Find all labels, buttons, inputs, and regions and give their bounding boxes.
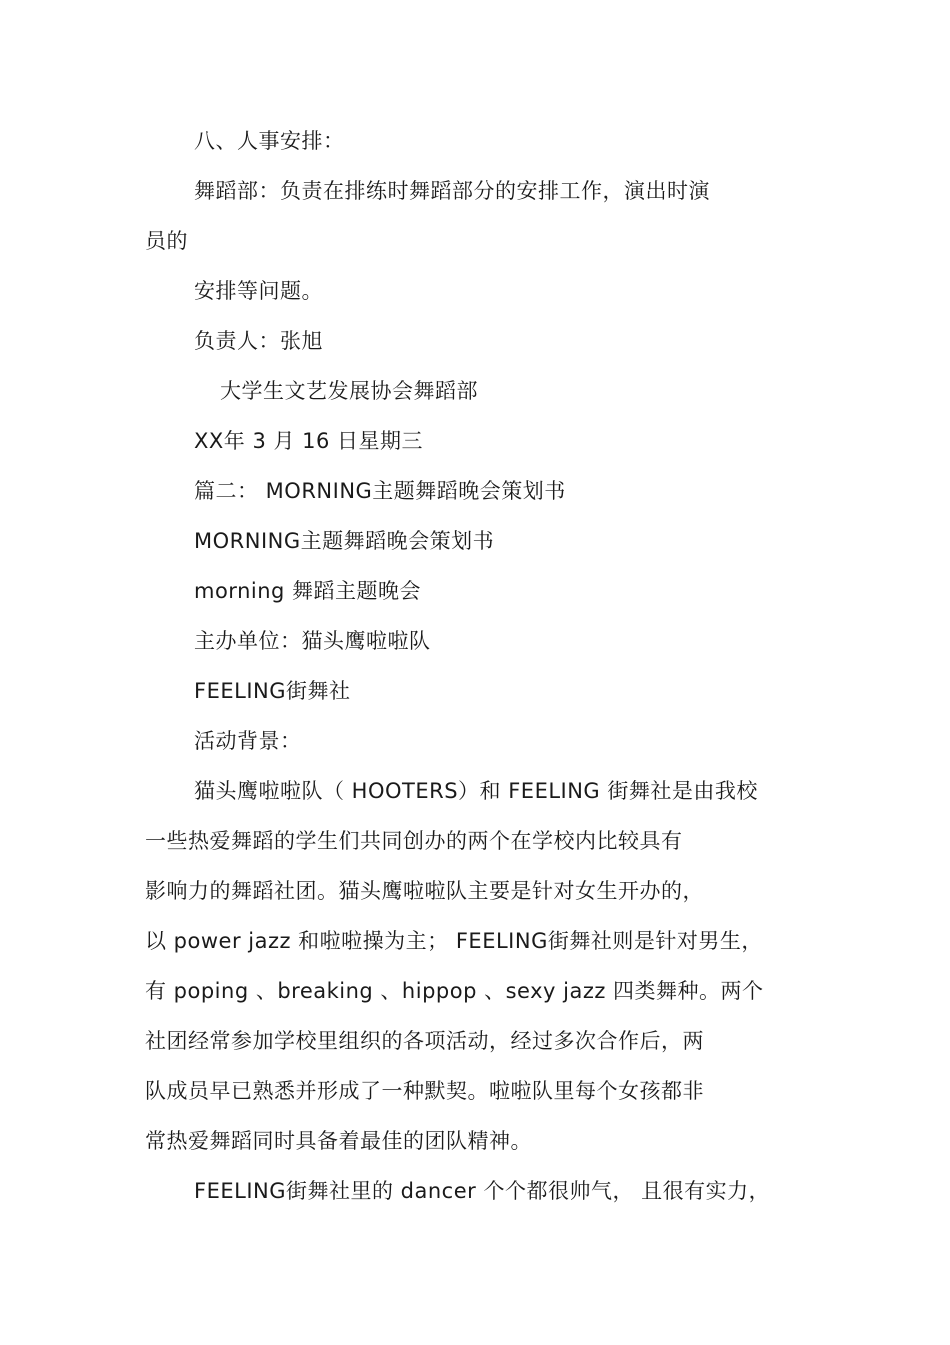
section-heading-background: 活动背景： [194, 729, 302, 753]
paragraph-line: 以 power jazz 和啦啦操为主； FEELING街舞社则是针对男生， [145, 929, 763, 953]
paragraph-line: 常热爱舞蹈同时具备着最佳的团队精神。 [145, 1129, 532, 1153]
organizer-line: FEELING街舞社 [194, 679, 351, 703]
paragraph-line: 社团经常参加学校里组织的各项活动，经过多次合作后，两 [145, 1029, 704, 1053]
document-title: MORNING主题舞蹈晚会策划书 [194, 529, 495, 553]
paragraph-line: 影响力的舞蹈社团。猫头鹰啦啦队主要是针对女生开办的， [145, 879, 704, 903]
paragraph-line: FEELING街舞社里的 dancer 个个都很帅气， 且很有实力， [194, 1179, 771, 1203]
paragraph-line: 员的 [145, 229, 188, 253]
organization-signature: 大学生文艺发展协会舞蹈部 [220, 379, 478, 403]
event-name: morning 舞蹈主题晚会 [194, 579, 422, 603]
organizer-line: 主办单位：猫头鹰啦啦队 [194, 629, 431, 653]
paragraph-line: 猫头鹰啦啦队（ HOOTERS）和 FEELING 街舞社是由我校 [194, 779, 758, 803]
paragraph-line: 安排等问题。 [194, 279, 323, 303]
paragraph-line: 舞蹈部：负责在排练时舞蹈部分的安排工作，演出时演 [194, 179, 710, 203]
document-date: XX年 3 月 16 日星期三 [194, 429, 424, 453]
chapter-heading: 篇二： MORNING主题舞蹈晚会策划书 [194, 479, 566, 503]
paragraph-line: 队成员早已熟悉并形成了一种默契。啦啦队里每个女孩都非 [145, 1079, 704, 1103]
section-heading-personnel: 八、人事安排： [194, 129, 345, 153]
paragraph-line: 有 poping 、breaking 、hippop 、sexy jazz 四类舞种。两个 [145, 979, 764, 1003]
paragraph-line: 一些热爱舞蹈的学生们共同创办的两个在学校内比较具有 [145, 829, 683, 853]
responsible-person: 负责人：张旭 [194, 329, 323, 353]
